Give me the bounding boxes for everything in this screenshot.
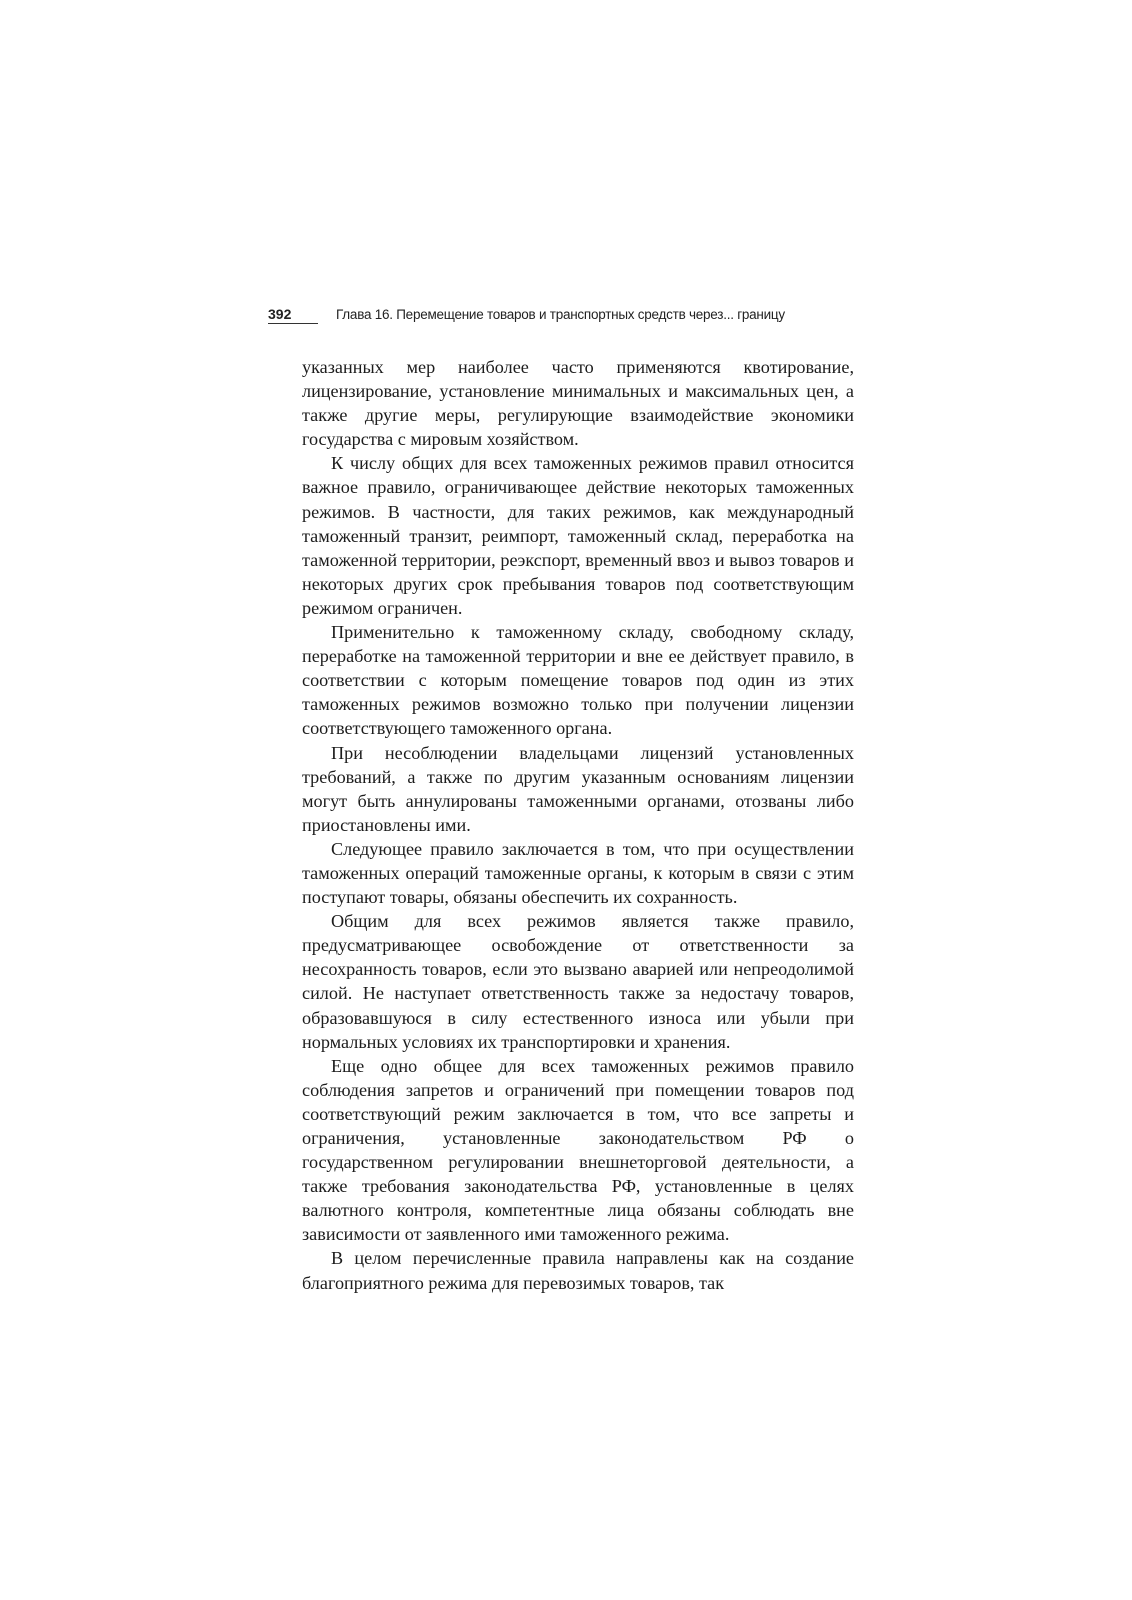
page-number: 392 [268, 306, 318, 324]
paragraph: Следующее правило заключается в том, что при осуществлении таможенных операций таможенные органы, к которым в связи с этим поступают товары, обязаны обеспечить их сохранность. [302, 838, 854, 908]
paragraph: В целом перечисленные правила направлены как на создание благоприятного режима для перевозимых товаров, так [302, 1248, 854, 1293]
paragraph: Применительно к таможенному складу, свободному складу, переработке на таможенной территории и вне ее действует правило, в соответствии с которым помещение товаров под один из этих таможенных режимов возможно только при получении лицензии соответствующего таможенного органа. [302, 622, 854, 739]
paragraph: указанных мер наиболее часто применяются квотирование, лицензирование, установление минимальных и максимальных цен, а также другие меры, регулирующие взаимодействие экономики государства с мировым хозяйством. [302, 357, 854, 450]
paragraph: Общим для всех режимов является также правило, предусматривающее освобождение от ответственности за несохранность товаров, если это вызвано аварией или непреодолимой силой. Не наступает ответственность также за недостачу товаров, образовавшуюся в силу естественного износа или убыли при нормальных условиях их транспортировки и хранения. [302, 911, 854, 1052]
body-text [302, 355, 854, 1295]
paragraph: При несоблюдении владельцами лицензий установленных требований, а также по другим указанным основаниям лицензии могут быть аннулированы таможенными органами, отозваны либо приостановлены ими. [302, 742, 854, 835]
running-header [268, 306, 854, 328]
paragraph: К числу общих для всех таможенных режимов правил относится важное правило, ограничивающее действие некоторых таможенных режимов. В частности, для таких режимов, как международный таможенный транзит, реимпорт, таможенный склад, переработка на таможенной территории, реэкспорт, временный ввоз и вывоз товаров и некоторых других срок пребывания товаров под соответствующим режимом ограничен. [302, 453, 854, 618]
chapter-title: Глава 16. Перемещение товаров и транспортных средств через... границу [336, 307, 785, 322]
paragraph: Еще одно общее для всех таможенных режимов правило соблюдения запретов и ограничений при помещении товаров под соответствующий режим заключается в том, что все запреты и ограничения, установленные законодательством РФ о государственном регулировании внешнеторговой деятельности, а также требования законодательства РФ, установленные в целях валютного контроля, компетентные лица обязаны соблюдать вне зависимости от заявленного ими таможенного режима. [302, 1055, 854, 1245]
